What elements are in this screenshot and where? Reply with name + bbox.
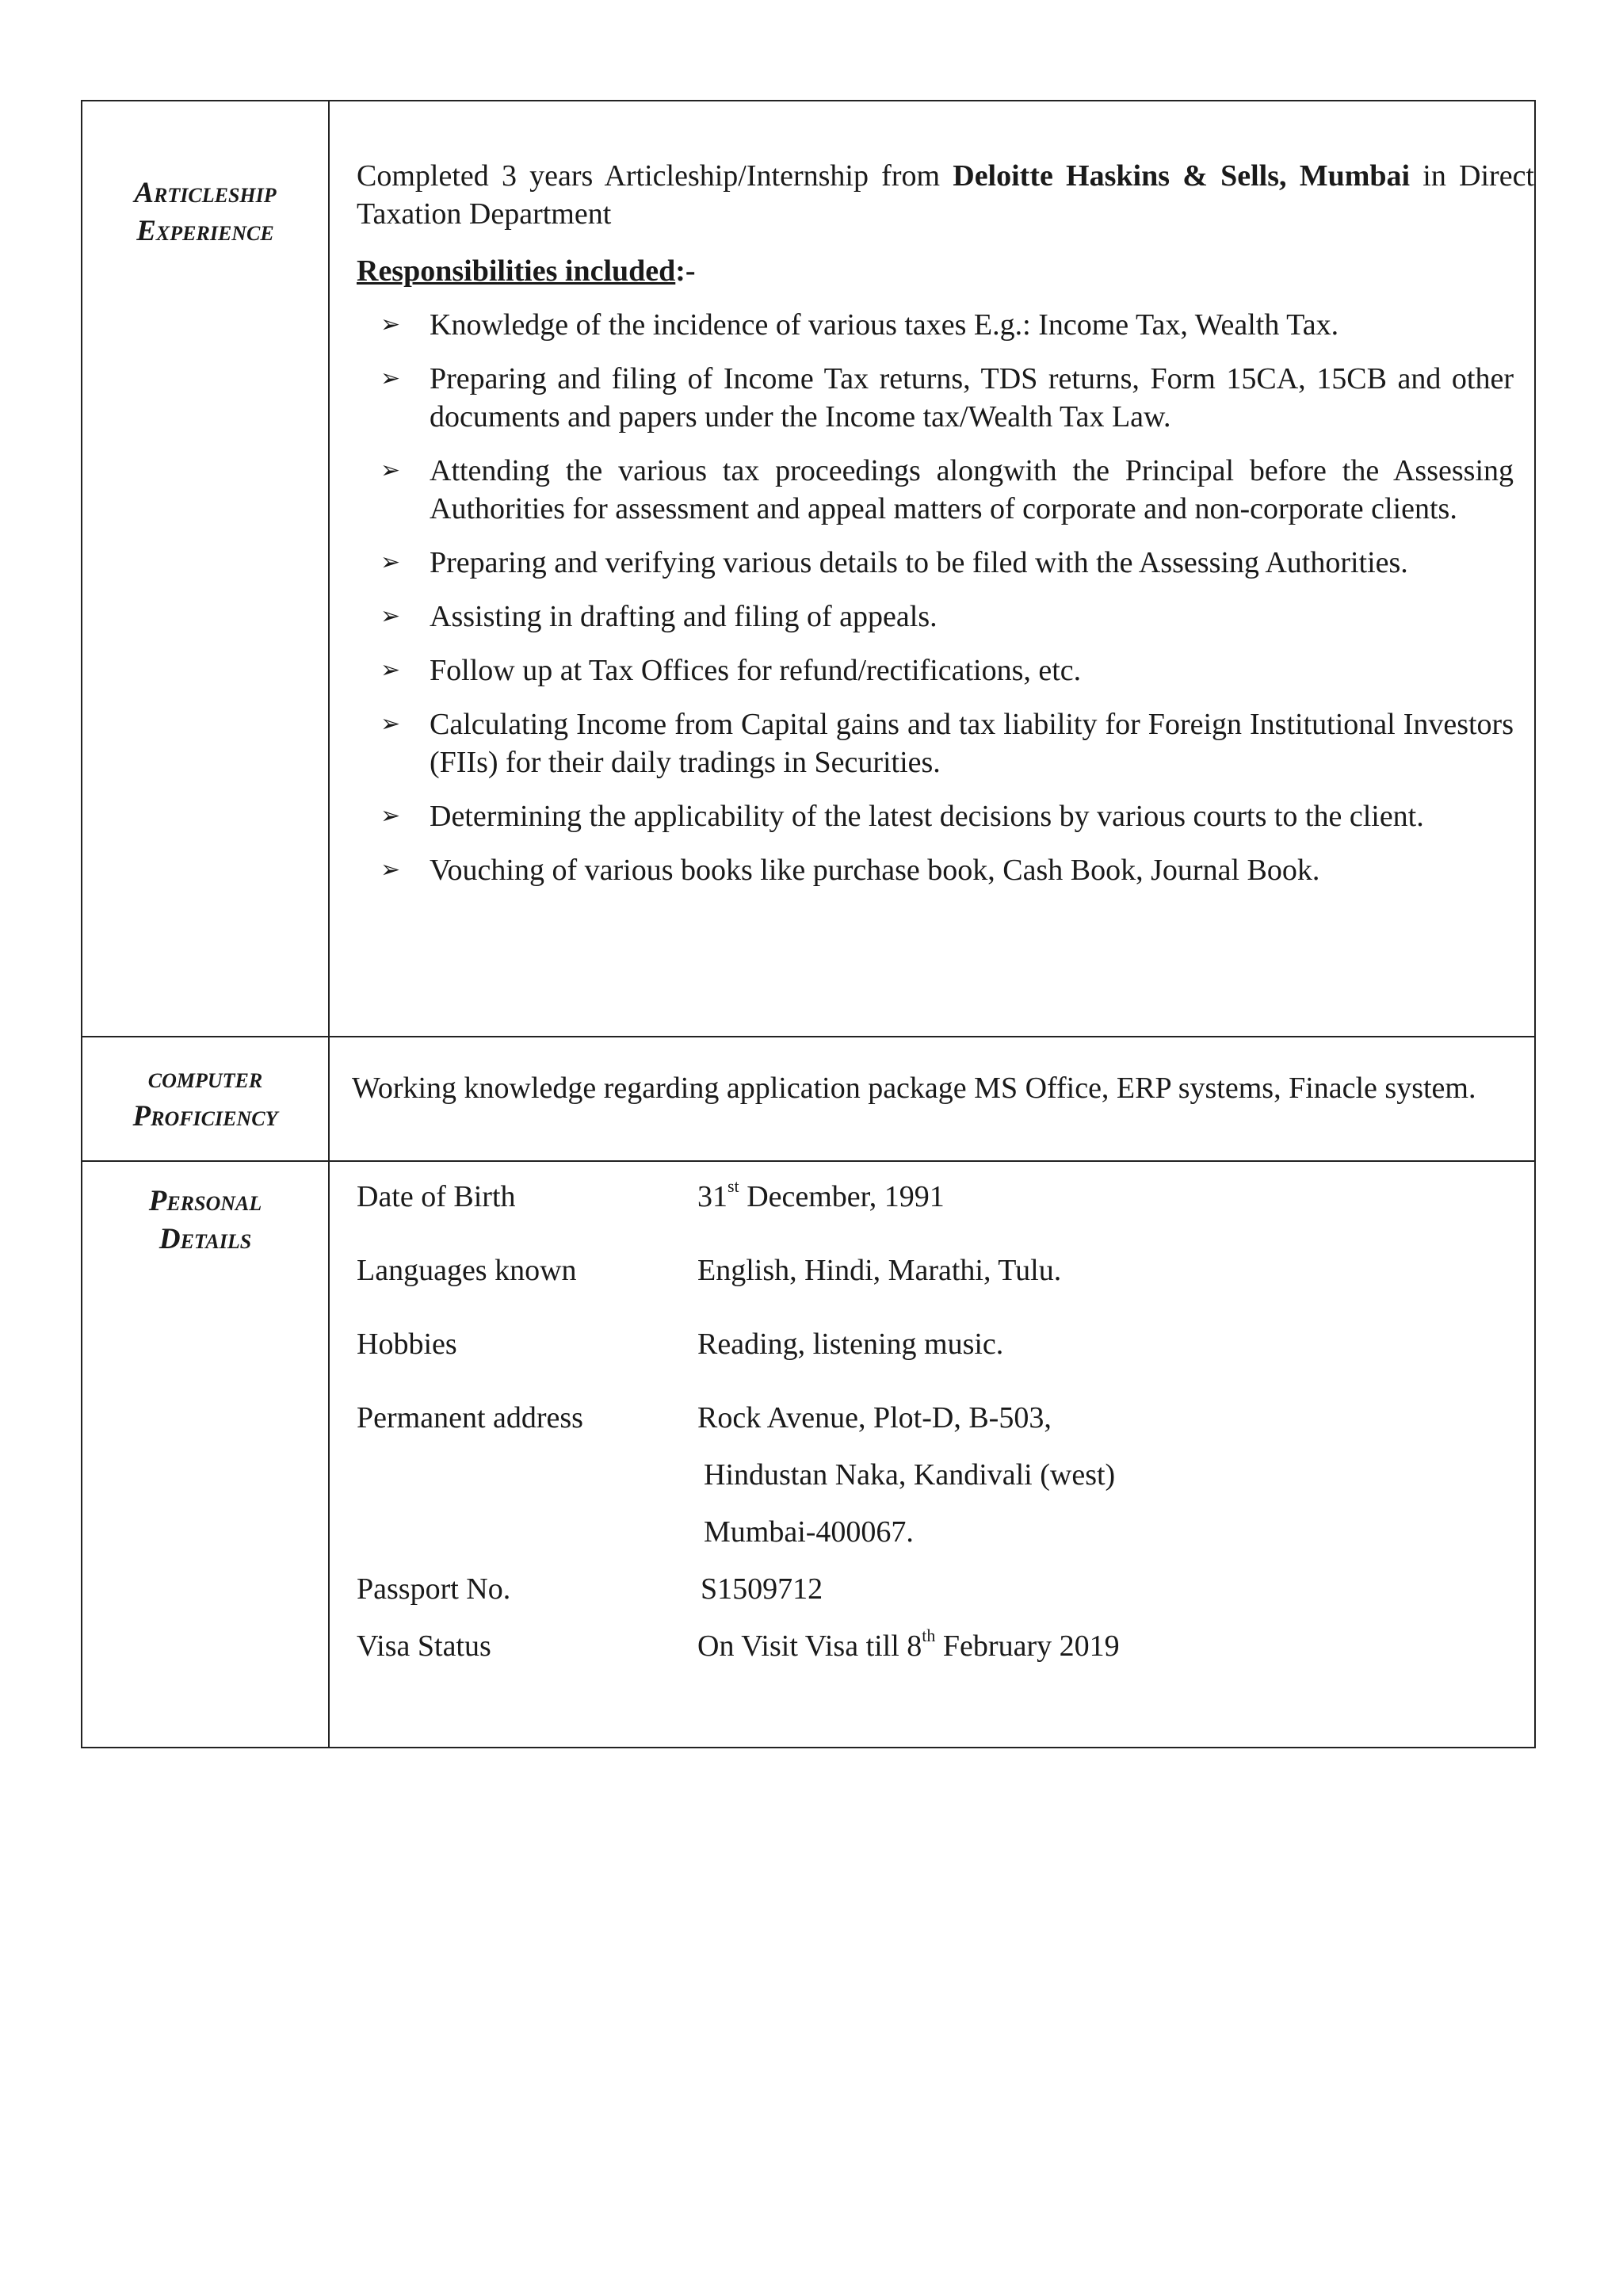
visa-label: Visa Status <box>357 1629 491 1663</box>
articleship-label <box>82 101 330 1036</box>
arrow-bullet-icon: ➢ <box>380 365 401 392</box>
dob-label: Date of Birth <box>357 1180 516 1213</box>
personal-content <box>330 1162 1534 1747</box>
arrow-bullet-icon: ➢ <box>380 657 401 683</box>
list-item-text: Attending the various tax proceedings alongwith the Principal before the Assessing Authorities for assessment and appeal matters of corporate and non-corporate clients. <box>430 454 1514 525</box>
languages-row <box>357 1251 1534 1325</box>
passport-label: Passport No. <box>357 1572 511 1606</box>
list-item-text: Knowledge of the incidence of various taxes E.g.: Income Tax, Wealth Tax. <box>430 308 1339 342</box>
hobbies-value: Reading, listening music. <box>697 1328 1004 1361</box>
hobbies-label: Hobbies <box>357 1328 457 1361</box>
arrow-bullet-icon: ➢ <box>380 311 401 338</box>
list-item <box>380 306 1514 344</box>
articleship-label-line2: Experience <box>136 215 274 247</box>
list-item <box>380 651 1514 690</box>
address-line3: Mumbai-400067. <box>704 1515 914 1549</box>
list-item-text: Calculating Income from Capital gains and tax liability for Foreign Institutional Investors (FIIs) for their daily tradings in Securities. <box>430 708 1514 779</box>
intro-suffix: in Direct Taxation Department <box>357 159 1534 231</box>
arrow-bullet-icon: ➢ <box>380 603 401 629</box>
list-item-text: Vouching of various books like purchase book, Cash Book, Journal Book. <box>430 854 1320 887</box>
personal-label-line2: Details <box>158 1223 252 1255</box>
arrow-bullet-icon: ➢ <box>380 857 401 883</box>
languages-value: English, Hindi, Marathi, Tulu. <box>697 1254 1062 1287</box>
intro-firm: Deloitte Haskins & Sells, Mumbai <box>953 159 1411 193</box>
computer-label <box>82 1037 330 1160</box>
articleship-content <box>330 101 1534 1036</box>
address-line2: Hindustan Naka, Kandivali (west) <box>704 1458 1116 1492</box>
address-row-2 <box>357 1456 1534 1513</box>
dob-value <box>697 1178 1534 1251</box>
list-item <box>380 705 1514 781</box>
intro-prefix: Completed 3 years Articleship/Internship from <box>357 159 953 193</box>
responsibilities-list <box>357 306 1534 889</box>
articleship-label-line1: Articleship <box>134 177 277 209</box>
list-item-text: Preparing and filing of Income Tax returns, TDS returns, Form 15CA, 15CB and other documents and papers under the Income tax/Wealth Tax Law. <box>430 362 1514 434</box>
address-spacer <box>357 1513 697 1570</box>
hobbies-row <box>357 1325 1534 1399</box>
visa-prefix: On Visit Visa till 8 <box>697 1629 922 1663</box>
visa-rest: February 2019 <box>935 1629 1120 1663</box>
dob-day: 31 <box>697 1180 727 1213</box>
arrow-bullet-icon: ➢ <box>380 457 401 483</box>
dob-suffix: st <box>727 1176 739 1197</box>
visa-value <box>697 1627 1534 1684</box>
list-item-text: Assisting in drafting and filing of appeals. <box>430 600 938 633</box>
articleship-intro <box>357 157 1534 233</box>
list-item-text: Follow up at Tax Offices for refund/rectifications, etc. <box>430 654 1082 687</box>
list-item <box>380 452 1514 528</box>
address-row <box>357 1399 1534 1456</box>
address-spacer <box>357 1456 697 1513</box>
list-item <box>380 797 1514 835</box>
arrow-bullet-icon: ➢ <box>380 549 401 575</box>
list-item <box>380 598 1514 636</box>
computer-content: Working knowledge regarding application package MS Office, ERP systems, Finacle system. <box>352 1072 1476 1105</box>
computer-section <box>82 1037 1534 1162</box>
visa-row <box>357 1627 1534 1684</box>
arrow-bullet-icon: ➢ <box>380 803 401 829</box>
address-label: Permanent address <box>357 1401 583 1435</box>
dob-rest: December, 1991 <box>739 1180 945 1213</box>
computer-label-line1: computer <box>147 1062 263 1095</box>
passport-value: S1509712 <box>701 1572 823 1606</box>
articleship-section <box>82 101 1534 1037</box>
personal-label-line1: Personal <box>148 1185 262 1217</box>
personal-label <box>82 1162 330 1747</box>
list-item <box>380 544 1514 582</box>
personal-section <box>82 1162 1534 1747</box>
arrow-bullet-icon: ➢ <box>380 711 401 737</box>
resume-table <box>81 100 1536 1748</box>
computer-label-line2: Proficiency <box>132 1100 278 1133</box>
address-row-3 <box>357 1513 1534 1570</box>
responsibilities-heading <box>357 252 1534 290</box>
list-item-text: Determining the applicability of the latest decisions by various courts to the client. <box>430 800 1424 833</box>
list-item <box>380 360 1514 436</box>
dob-row <box>357 1178 1534 1251</box>
passport-row <box>357 1570 1534 1627</box>
visa-suffix: th <box>922 1626 936 1646</box>
responsibilities-heading-suffix: :- <box>675 254 696 288</box>
address-line1: Rock Avenue, Plot-D, B-503, <box>697 1401 1052 1435</box>
list-item <box>380 851 1514 889</box>
list-item-text: Preparing and verifying various details to be filed with the Assessing Authorities. <box>430 546 1408 579</box>
languages-label: Languages known <box>357 1254 577 1287</box>
responsibilities-heading-text: Responsibilities included <box>357 254 676 288</box>
